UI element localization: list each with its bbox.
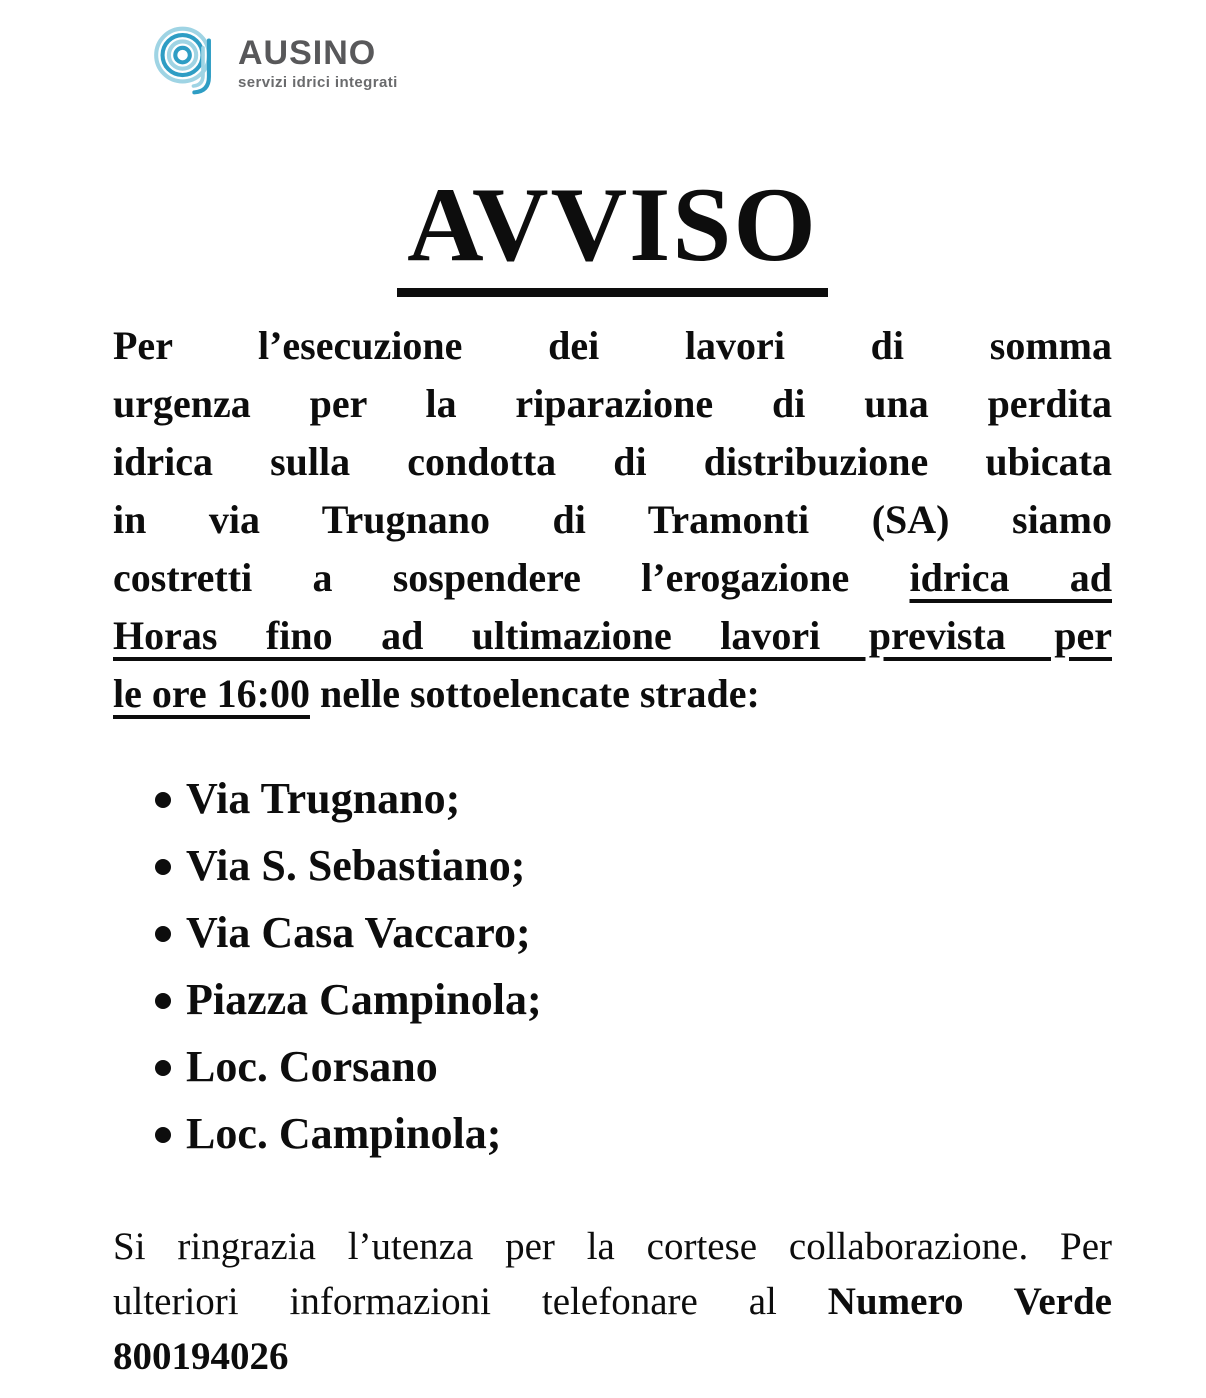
street-name: Via S. Sebastiano; bbox=[186, 841, 526, 890]
text-segment: idrica sulla condotta di distribuzione ubicata bbox=[113, 439, 1112, 484]
street-name: Via Trugnano; bbox=[186, 774, 461, 823]
text-line bbox=[113, 317, 1112, 375]
street-item bbox=[155, 832, 1112, 899]
bold-text: Numero Verde bbox=[827, 1280, 1112, 1323]
street-name: Loc. Corsano bbox=[186, 1042, 438, 1091]
underlined-text: le ore 16:00 bbox=[113, 671, 310, 716]
text-segment: in via Trugnano di Tramonti (SA) siamo bbox=[113, 497, 1112, 542]
notice-body bbox=[113, 317, 1112, 723]
text-segment: urgenza per la riparazione di una perdita bbox=[113, 381, 1112, 426]
street-name: Piazza Campinola; bbox=[186, 975, 542, 1024]
street-name: Via Casa Vaccaro; bbox=[186, 908, 531, 957]
notice-footer bbox=[113, 1219, 1112, 1384]
text-line bbox=[113, 375, 1112, 433]
logo-tagline: servizi idrici integrati bbox=[238, 74, 398, 91]
bullet-icon bbox=[155, 859, 171, 875]
text-line bbox=[113, 607, 1112, 665]
text-segment: costretti a sospendere l’erogazione bbox=[113, 555, 910, 600]
notice-title: AVVISO bbox=[397, 172, 828, 297]
text-line bbox=[113, 1219, 1112, 1274]
text-line bbox=[113, 1274, 1112, 1329]
street-item bbox=[155, 966, 1112, 1033]
bullet-icon bbox=[155, 1127, 171, 1143]
underlined-text: idrica ad bbox=[909, 555, 1112, 600]
bold-text: 800194026 bbox=[113, 1335, 289, 1378]
bullet-icon bbox=[155, 926, 171, 942]
bullet-icon bbox=[155, 792, 171, 808]
ausino-logo bbox=[148, 12, 398, 100]
text-line bbox=[113, 433, 1112, 491]
spiral-a-icon bbox=[148, 12, 228, 100]
logo-company-name: AUSINO bbox=[238, 34, 377, 72]
text-line bbox=[113, 665, 1112, 723]
text-segment: Per l’esecuzione dei lavori di somma bbox=[113, 323, 1112, 368]
street-list bbox=[155, 765, 1112, 1167]
bullet-icon bbox=[155, 1060, 171, 1076]
text-segment: ulteriori informazioni telefonare al bbox=[113, 1280, 828, 1323]
bullet-icon bbox=[155, 993, 171, 1009]
street-item bbox=[155, 899, 1112, 966]
text-line bbox=[113, 1329, 1112, 1384]
text-line bbox=[113, 549, 1112, 607]
underlined-text: Horas fino ad ultimazione lavori prevista per bbox=[113, 613, 1112, 658]
street-name: Loc. Campinola; bbox=[186, 1109, 502, 1158]
text-segment: Si ringrazia l’utenza per la cortese collaborazione. Per bbox=[113, 1225, 1112, 1268]
logo-text bbox=[238, 12, 398, 90]
street-item bbox=[155, 1033, 1112, 1100]
street-item bbox=[155, 765, 1112, 832]
text-line bbox=[113, 491, 1112, 549]
text-segment: nelle sottoelencate strade: bbox=[309, 671, 760, 716]
street-item bbox=[155, 1100, 1112, 1167]
